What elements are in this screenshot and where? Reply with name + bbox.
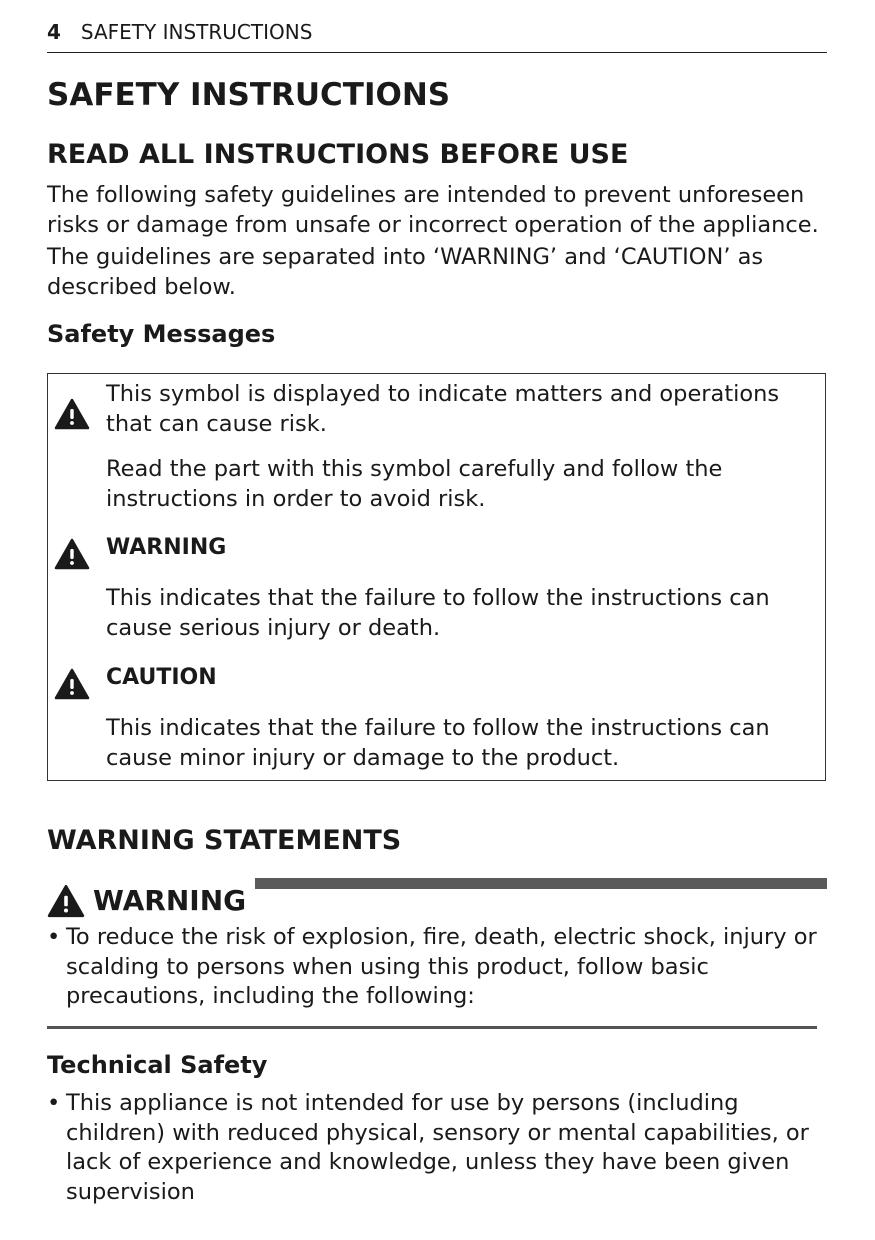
warning-triangle-icon bbox=[47, 884, 85, 918]
warning-banner-bar bbox=[255, 878, 827, 889]
warning-description: This indicates that the failure to follow the instructions can cause serious injury or death. bbox=[106, 585, 770, 641]
caution-description: This indicates that the failure to follow the instructions can cause minor injury or damage to the product. bbox=[106, 715, 770, 771]
warning-statements-heading: WARNING STATEMENTS bbox=[47, 825, 402, 856]
safety-messages-heading: Safety Messages bbox=[47, 320, 276, 348]
warning-triangle-icon bbox=[54, 668, 90, 700]
page-title: SAFETY INSTRUCTIONS bbox=[47, 77, 451, 113]
warning-triangle-icon bbox=[54, 398, 90, 430]
list-item: • This appliance is not intended for use by persons (including children) with reduced physical, sensory or mental capabilities, or lack of experience and knowledge, unless they have been given supervision bbox=[47, 1089, 837, 1207]
warning-label: WARNING bbox=[106, 535, 227, 560]
page-number: 4 bbox=[47, 20, 61, 44]
safety-messages-box bbox=[47, 373, 826, 781]
warning-bullet-list bbox=[47, 923, 837, 1012]
section-divider bbox=[47, 1026, 817, 1029]
caution-label: CAUTION bbox=[106, 665, 217, 690]
warning-banner-label: WARNING bbox=[93, 884, 247, 917]
list-item: • To reduce the risk of explosion, fire, death, electric shock, injury or scalding to persons when using this product, follow basic precautions, including the following: bbox=[47, 923, 837, 1012]
running-header-section: SAFETY INSTRUCTIONS bbox=[80, 20, 313, 44]
intro-paragraph-1: The following safety guidelines are intended to prevent unforeseen risks or damage from unsafe or incorrect operation of the appliance. bbox=[47, 182, 819, 238]
read-all-heading: READ ALL INSTRUCTIONS BEFORE USE bbox=[47, 139, 629, 170]
intro-paragraph-2: The guidelines are separated into ‘WARNING’ and ‘CAUTION’ as described below. bbox=[47, 244, 764, 300]
technical-safety-heading: Technical Safety bbox=[47, 1051, 268, 1079]
warning-triangle-icon bbox=[54, 538, 90, 570]
symbol-description: This symbol is displayed to indicate matters and operations that can cause risk. bbox=[106, 381, 780, 437]
running-header bbox=[47, 18, 827, 53]
symbol-instruction: Read the part with this symbol carefully and follow the instructions in order to avoid risk. bbox=[106, 456, 723, 512]
technical-safety-list bbox=[47, 1089, 837, 1207]
